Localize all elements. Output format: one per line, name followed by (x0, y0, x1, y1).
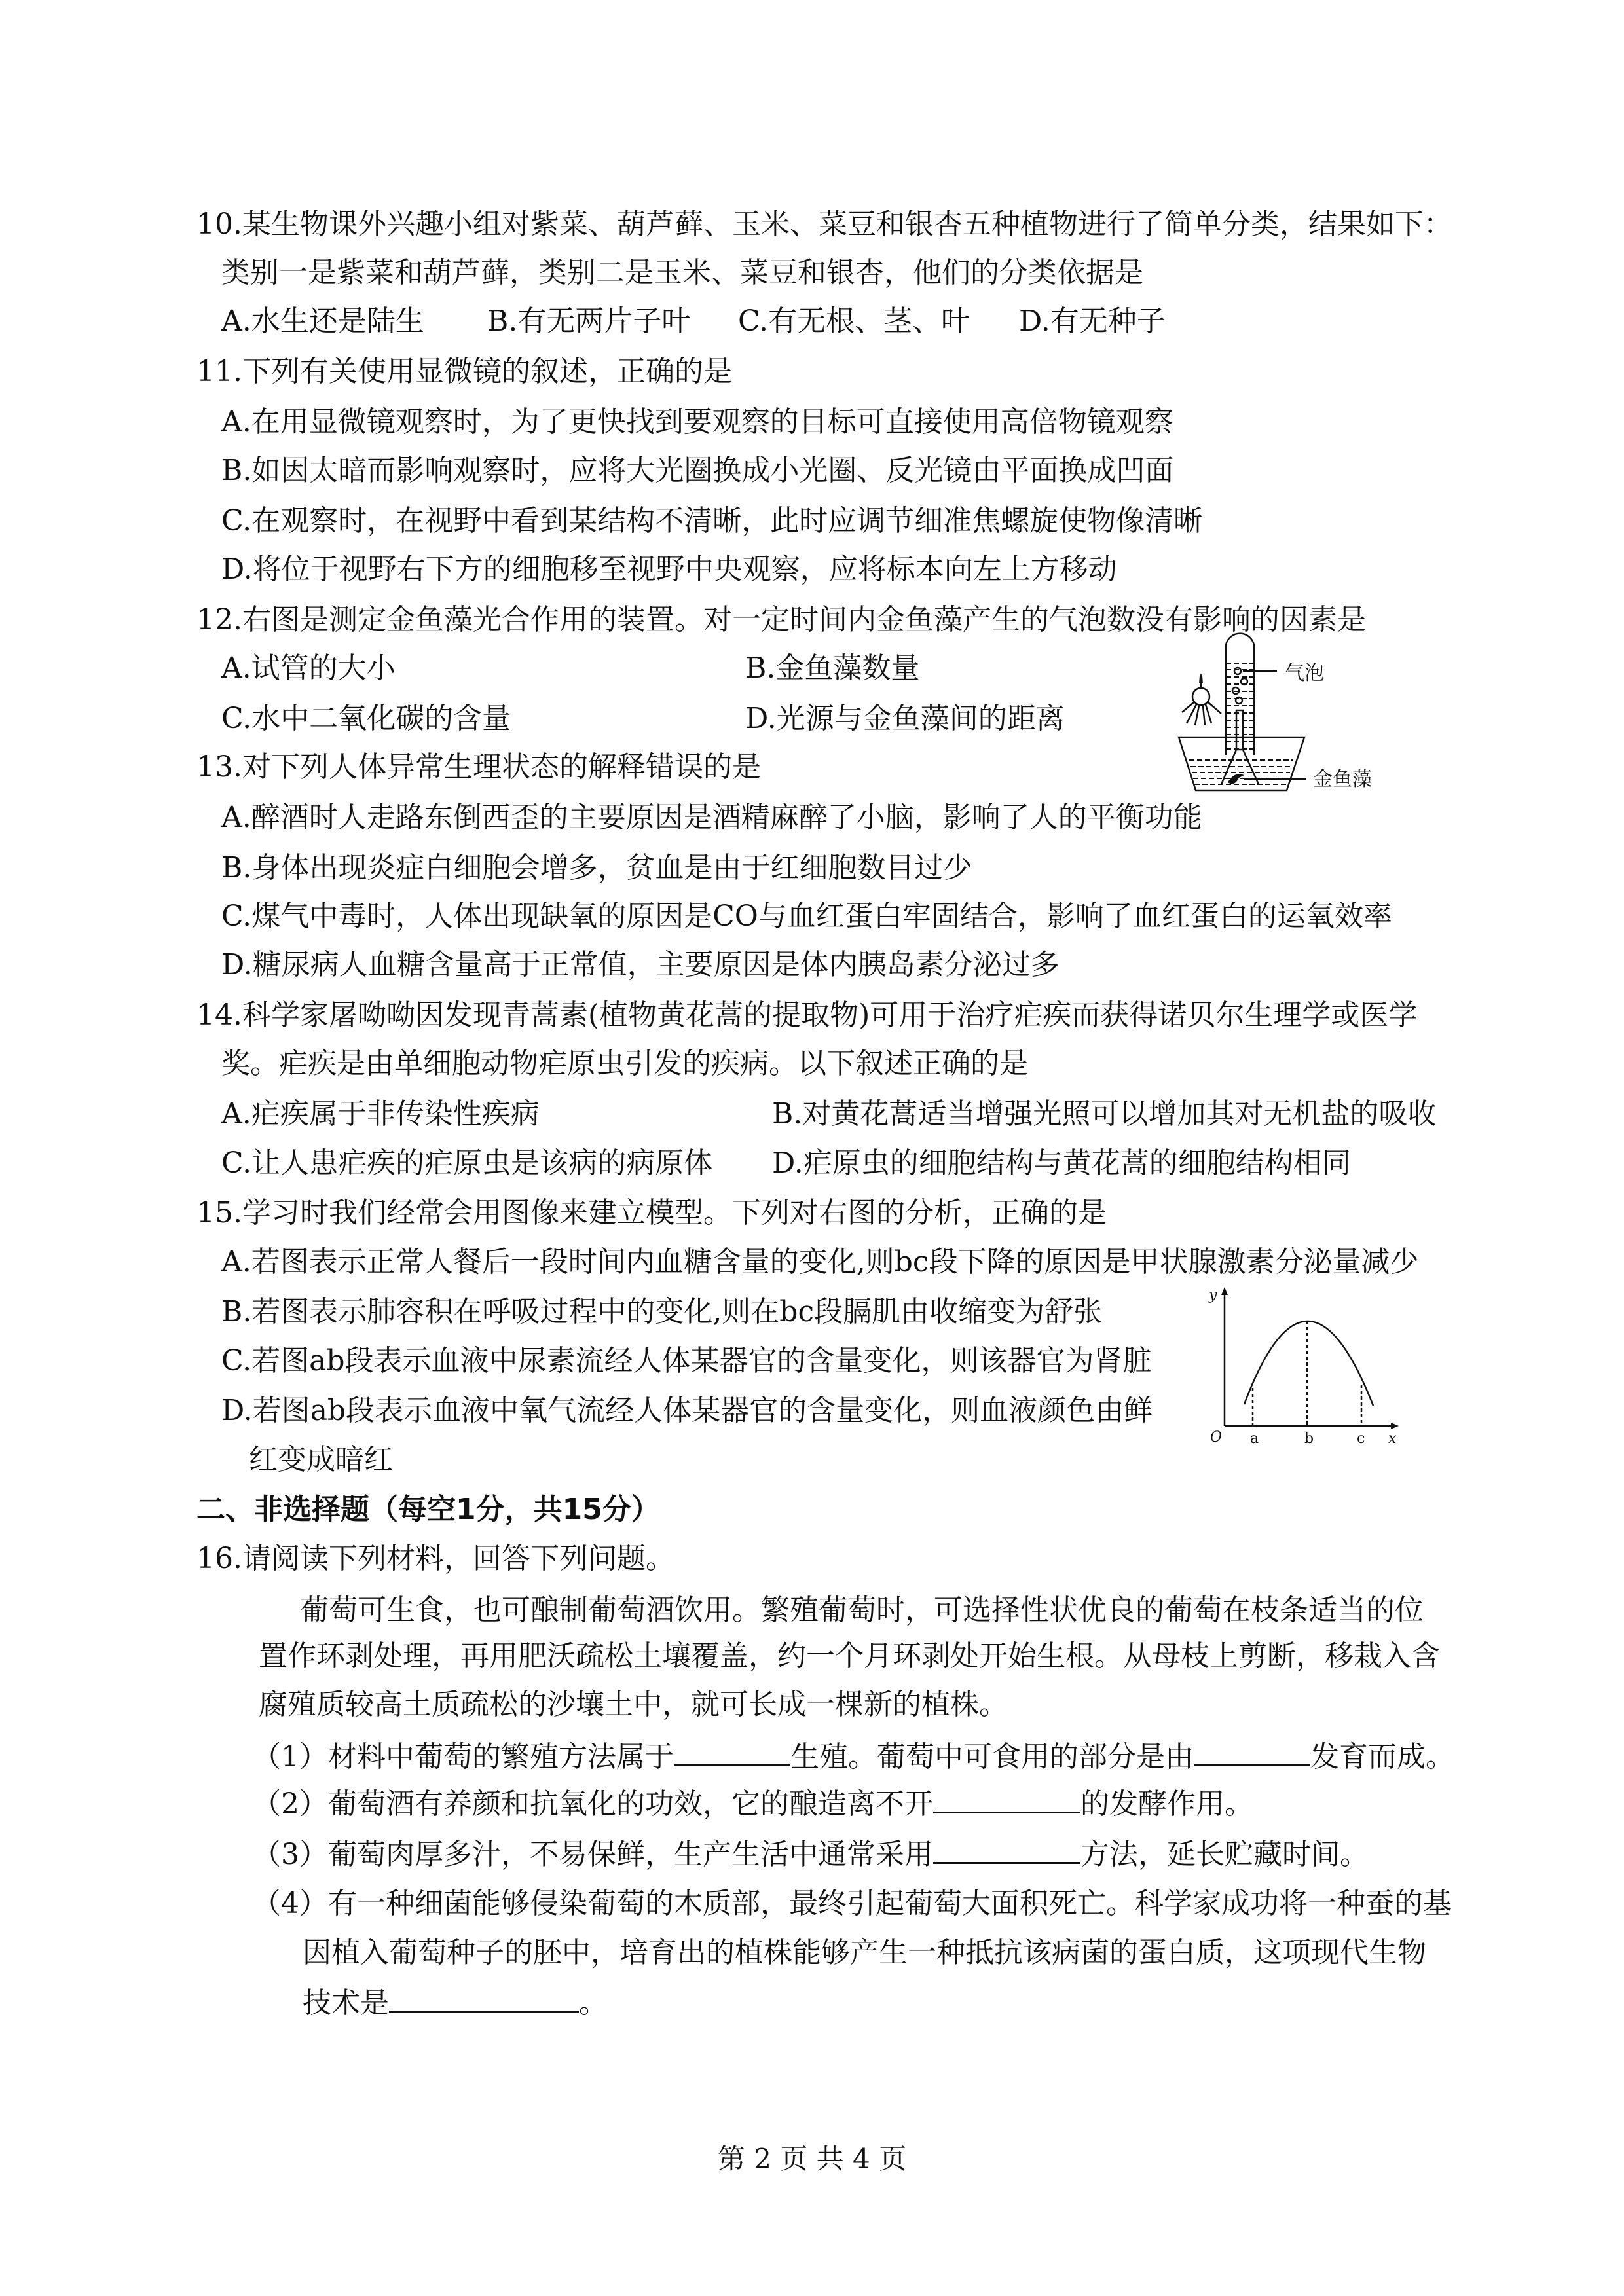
lamp-icon (1192, 688, 1209, 705)
y-axis-label: y (1209, 1287, 1217, 1303)
q13-option-c: C.煤气中毒时，人体出现缺氧的原因是CO与血红蛋白牢固结合，影响了血红蛋白的运氧效率 (221, 900, 1392, 933)
q12-stem: 12.右图是测定金鱼藻光合作用的装置。对一定时间内金鱼藻产生的气泡数没有影响的因素是 (196, 603, 1366, 636)
q11-stem: 11.下列有关使用显微镜的叙述，正确的是 (196, 355, 732, 388)
q16-sub2-text-a: （2）葡萄酒有养颜和抗氧化的功效，它的酿造离不开 (252, 1787, 933, 1821)
q16-sub2-text-b: 的发酵作用。 (1080, 1787, 1253, 1821)
q10-option-b: B.有无两片子叶 (487, 304, 691, 338)
q15-option-b: B.若图表示肺容积在呼吸过程中的变化,则在bc段膈肌由收缩变为舒张 (221, 1295, 1103, 1328)
q10-stem-line2: 类别一是紫菜和葫芦藓，类别二是玉米、菜豆和银杏，他们的分类依据是 (221, 256, 1143, 289)
q16-material-line1: 葡萄可生食，也可酿制葡萄酒饮用。繁殖葡萄时，可选择性状优良的葡萄在枝条适当的位 (300, 1594, 1424, 1627)
q11-option-c: C.在观察时，在视野中看到某结构不清晰，此时应调节细准焦螺旋使物像清晰 (221, 504, 1203, 538)
origin-label: O (1210, 1429, 1223, 1446)
answer-blank-2[interactable] (1194, 1738, 1310, 1766)
q16-material-line2: 置作环剥处理，再用肥沃疏松土壤覆盖，约一个月环剥处开始生根。从母枝上剪断，移栽入含 (259, 1639, 1440, 1673)
label-bubble: 气泡 (1285, 662, 1324, 685)
q14-stem-line2: 奖。疟疾是由单细胞动物疟原虫引发的疾病。以下叙述正确的是 (221, 1047, 1028, 1080)
basin (1179, 737, 1304, 790)
q16-sub4-text-b: 。 (579, 1986, 608, 2020)
answer-blank-4[interactable] (933, 1836, 1080, 1864)
q15-stem: 15.学习时我们经常会用图像来建立模型。下列对右图的分析，正确的是 (196, 1196, 1107, 1230)
q16-sub4-line2: 因植入葡萄种子的胚中，培育出的植株能够产生一种抵抗该病菌的蛋白质，这项现代生物 (303, 1936, 1426, 1969)
q16-sub3 (252, 1836, 1369, 1873)
q11-option-b: B.如因太暗而影响观察时，应将大光圈换成小光圈、反光镜由平面换成凹面 (221, 454, 1174, 487)
q13-option-b: B.身体出现炎症白细胞会增多，贫血是由于红细胞数目过少 (221, 851, 972, 884)
q12-option-b: B.金鱼藻数量 (745, 651, 920, 685)
tick-a: a (1250, 1430, 1259, 1447)
q14-option-c: C.让人患疟疾的疟原虫是该病的病原体 (221, 1146, 713, 1180)
q16-sub3-text-a: （3）葡萄肉厚多汁，不易保鲜，生产生活中通常采用 (252, 1838, 933, 1871)
q16-sub1-text-a: （1）材料中葡萄的繁殖方法属于 (252, 1740, 674, 1774)
q14-stem-line1: 14.科学家屠呦呦因发现青蒿素(植物黄花蒿的提取物)可用于治疗疟疾而获得诺贝尔生理学或医学 (196, 998, 1418, 1032)
photosynthesis-apparatus-figure (1166, 615, 1460, 812)
answer-blank-5[interactable] (389, 1984, 579, 2013)
q10-stem-line1: 10.某生物课外兴趣小组对紫菜、葫芦藓、玉米、菜豆和银杏五种植物进行了简单分类，结果如下： (196, 208, 1452, 241)
q13-option-a: A.醉酒时人走路东倒西歪的主要原因是酒精麻醉了小脑，影响了人的平衡功能 (221, 801, 1202, 834)
q13-option-d: D.糖尿病人血糖含量高于正常值，主要原因是体内胰岛素分泌过多 (221, 948, 1060, 981)
q16-sub1 (252, 1738, 1454, 1776)
q15-option-d: D.若图ab段表示血液中氧气流经人体某器官的含量变化，则血液颜色由鲜 (221, 1394, 1153, 1427)
q15-option-a: A.若图表示正常人餐后一段时间内血糖含量的变化,则bc段下降的原因是甲状腺激素分泌量减少 (221, 1245, 1419, 1279)
q10-option-a: A.水生还是陆生 (221, 304, 424, 338)
label-goldfish-weed: 金鱼藻 (1313, 768, 1372, 791)
q11-option-a: A.在用显微镜观察时，为了更快找到要观察的目标可直接使用高倍物镜观察 (221, 405, 1173, 439)
q11-option-d: D.将位于视野右下方的细胞移至视野中央观察，应将标本向左上方移动 (221, 553, 1117, 586)
q15-option-d-continued: 红变成暗红 (249, 1443, 393, 1476)
q14-option-d: D.疟原虫的细胞结构与黄花蒿的细胞结构相同 (772, 1146, 1351, 1180)
q14-option-a: A.疟疾属于非传染性疾病 (221, 1097, 540, 1131)
answer-blank-1[interactable] (674, 1738, 790, 1766)
section-title: 二、非选择题（每空1分，共15分） (196, 1493, 660, 1526)
q16-stem: 16.请阅读下列材料，回答下列问题。 (196, 1542, 674, 1575)
page-number: 第 2 页 共 4 页 (717, 2143, 907, 2175)
curve-graph-figure (1192, 1270, 1441, 1467)
q16-sub4-line1: （4）有一种细菌能够侵染葡萄的木质部，最终引起葡萄大面积死亡。科学家成功将一种蚕的基 (252, 1887, 1452, 1920)
q16-sub1-text-b: 生殖。葡萄中可食用的部分是由 (790, 1740, 1194, 1774)
q16-sub4-text-a: 技术是 (303, 1986, 389, 2020)
q10-option-c: C.有无根、茎、叶 (738, 304, 970, 338)
answer-blank-3[interactable] (933, 1785, 1080, 1813)
tick-c: c (1357, 1430, 1365, 1447)
q15-option-c: C.若图ab段表示血液中尿素流经人体某器官的含量变化，则该器官为肾脏 (221, 1344, 1152, 1377)
q12-option-d: D.光源与金鱼藻间的距离 (745, 702, 1065, 735)
q10-option-d: D.有无种子 (1019, 304, 1166, 338)
q16-sub1-text-c: 发育而成。 (1310, 1740, 1454, 1774)
q16-sub3-text-b: 方法，延长贮藏时间。 (1080, 1838, 1369, 1871)
curve (1244, 1321, 1373, 1406)
q12-option-a: A.试管的大小 (221, 651, 396, 685)
q16-sub2 (252, 1785, 1253, 1823)
q12-option-c: C.水中二氧化碳的含量 (221, 702, 511, 735)
q13-stem: 13.对下列人体异常生理状态的解释错误的是 (196, 750, 761, 784)
x-axis-label: x (1388, 1430, 1397, 1447)
tick-b: b (1304, 1430, 1314, 1447)
q16-material-line3: 腐殖质较高土质疏松的沙壤土中，就可长成一棵新的植株。 (259, 1688, 1008, 1721)
q14-option-b: B.对黄花蒿适当增强光照可以增加其对无机盐的吸收 (772, 1097, 1437, 1131)
q16-sub4-line3 (303, 1984, 608, 2022)
